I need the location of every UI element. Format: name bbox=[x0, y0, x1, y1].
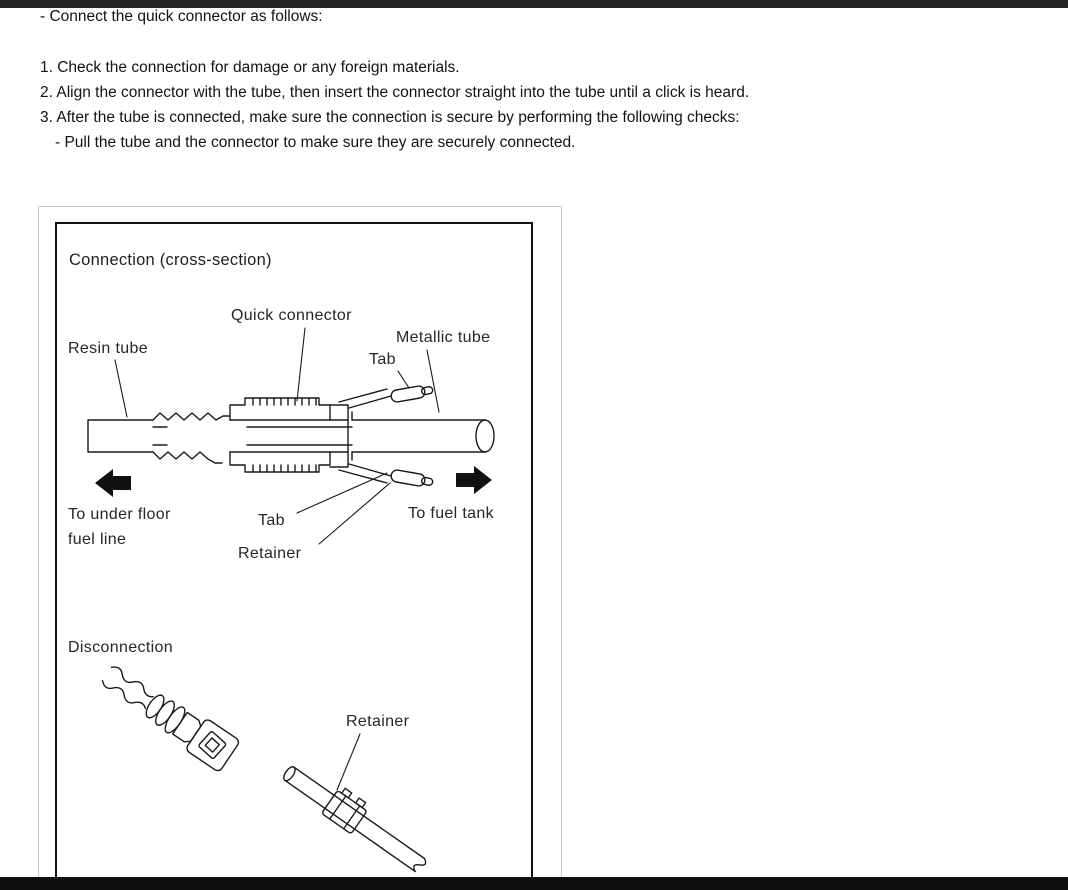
label-resin-tube: Resin tube bbox=[68, 340, 148, 357]
label-tab-bottom: Tab bbox=[258, 512, 285, 529]
instruction-substep: - Pull the tube and the connector to make sure they are securely connected. bbox=[55, 134, 576, 151]
top-chrome-bar bbox=[0, 0, 1068, 8]
connector-figure bbox=[55, 222, 533, 890]
label-retainer: Retainer bbox=[238, 545, 302, 562]
label-to-under-floor: To under floor bbox=[68, 506, 171, 523]
instruction-step: 2. Align the connector with the tube, then insert the connector straight into the tube until a click is heard. bbox=[40, 84, 750, 101]
left-direction-arrow bbox=[95, 469, 131, 497]
label-disconnection: Disconnection bbox=[68, 639, 174, 656]
instruction-intro: - Connect the quick connector as follows: bbox=[40, 8, 323, 25]
label-fuel-line: fuel line bbox=[68, 531, 127, 548]
label-retainer-disconnection: Retainer bbox=[346, 713, 410, 730]
label-to-fuel-tank: To fuel tank bbox=[408, 505, 495, 522]
figure-title: Connection (cross-section) bbox=[69, 251, 272, 269]
label-metallic-tube: Metallic tube bbox=[396, 329, 491, 346]
figure-frame bbox=[38, 206, 562, 890]
right-direction-arrow bbox=[456, 466, 492, 494]
instruction-steps bbox=[40, 55, 1030, 155]
instructions-block bbox=[40, 6, 1030, 155]
bottom-chrome-bar bbox=[0, 877, 1068, 890]
instruction-step: 1. Check the connection for damage or any foreign materials. bbox=[40, 59, 460, 76]
label-quick-connector: Quick connector bbox=[231, 307, 352, 324]
instruction-step: 3. After the tube is connected, make sure the connection is secure by performing the following checks: bbox=[40, 109, 740, 126]
label-tab-top: Tab bbox=[369, 351, 396, 368]
